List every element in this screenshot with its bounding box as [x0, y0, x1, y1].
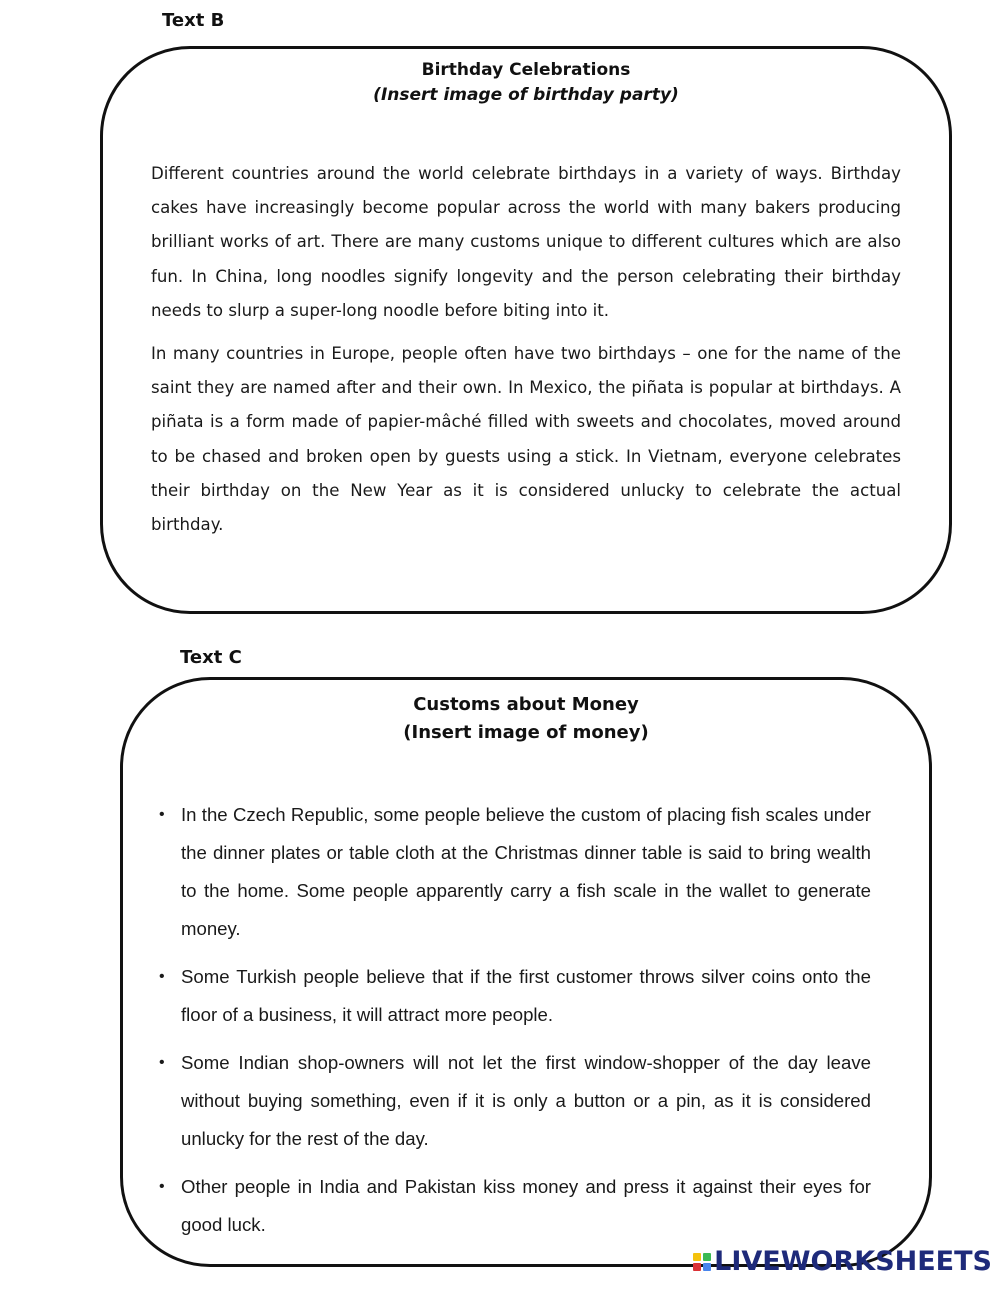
watermark-text: LIVEWORKSHEETS [714, 1246, 992, 1277]
bullet-icon: • [159, 968, 165, 985]
liveworksheets-logo-icon [693, 1253, 711, 1271]
bullet-icon: • [159, 1178, 165, 1195]
list-item-text: Some Turkish people believe that if the first customer throws silver coins onto the floor of a business, it will attract more people. [181, 966, 871, 1025]
text-b-label: Text B [162, 10, 225, 31]
list-item-text: Other people in India and Pakistan kiss money and press it against their eyes for good luck. [181, 1176, 871, 1235]
text-c-label: Text C [180, 647, 242, 668]
text-b-paragraph: Different countries around the world celebrate birthdays in a variety of ways. Birthday cakes have increasingly become popular across the world with many bakers producing brilliant works of art. There are many customs unique to different cultures which are also fun. In China, long noodles signify longevity and the person celebrating their birthday needs to slurp a super-long noodle before biting into it. [151, 164, 901, 320]
list-item [155, 1168, 871, 1244]
text-b-subtitle: (Insert image of birthday party) [373, 85, 679, 105]
money-customs-list [155, 796, 871, 1254]
text-c-box [120, 677, 932, 1267]
text-c-subtitle: (Insert image of money) [403, 722, 649, 743]
list-item-text: In the Czech Republic, some people believe the custom of placing fish scales under the dinner plates or table cloth at the Christmas dinner table is said to bring wealth to the home. Some people apparently carry a fish scale in the wallet to generate money. [181, 804, 871, 939]
liveworksheets-watermark[interactable] [693, 1246, 992, 1277]
bullet-icon: • [159, 806, 165, 823]
text-b-body [151, 157, 901, 551]
bullet-icon: • [159, 1054, 165, 1071]
list-item [155, 1044, 871, 1158]
text-c-title: Customs about Money [413, 694, 639, 715]
list-item-text: Some Indian shop-owners will not let the first window-shopper of the day leave without buying something, even if it is only a button or a pin, as it is considered unlucky for the rest of the day. [181, 1052, 871, 1149]
text-b-title: Birthday Celebrations [421, 60, 631, 80]
list-item [155, 958, 871, 1034]
list-item [155, 796, 871, 948]
text-b-paragraph: In many countries in Europe, people often have two birthdays – one for the name of the saint they are named after and their own. In Mexico, the piñata is popular at birthdays. A piñata is a form made of papier-mâché filled with sweets and chocolates, moved around to be chased and broken open by guests using a stick. In Vietnam, everyone celebrates their birthday on the New Year as it is considered unlucky to celebrate the actual birthday. [151, 344, 901, 535]
text-b-box [100, 46, 952, 614]
